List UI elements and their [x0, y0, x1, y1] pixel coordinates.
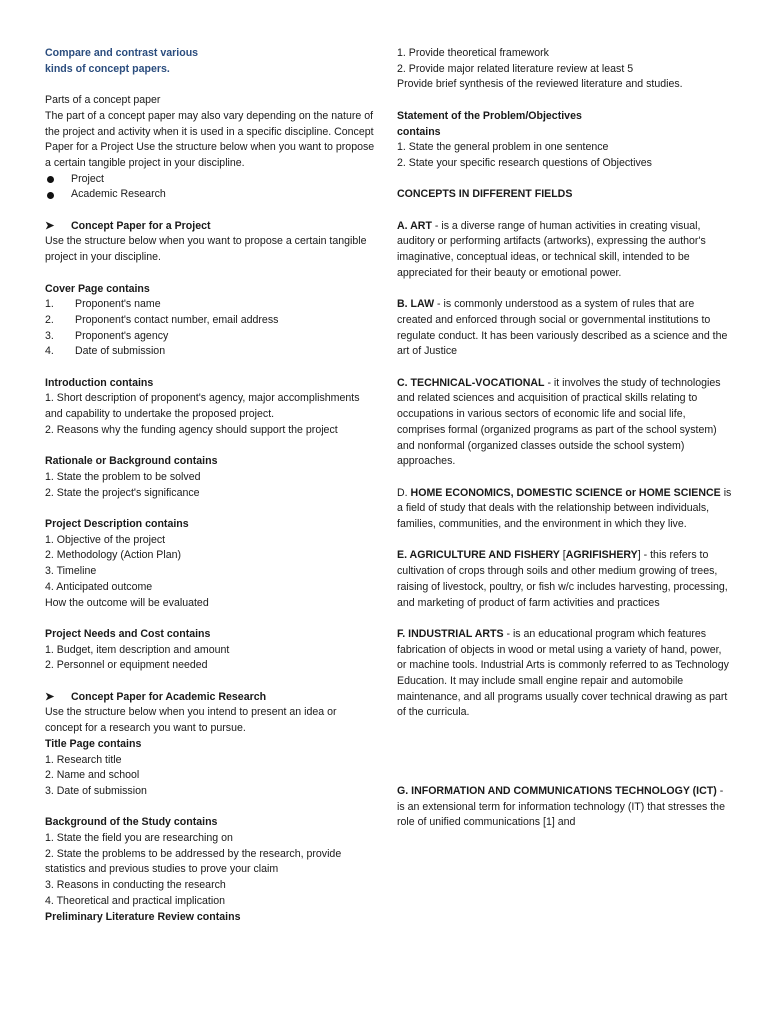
bullet-dot-icon — [47, 176, 54, 183]
bullet-dot-icon — [47, 192, 54, 199]
list-item: 4. Theoretical and practical implication — [45, 894, 225, 907]
list-item: 4. Anticipated outcome — [45, 580, 153, 593]
project-heading: ➤ Concept Paper for a Project — [45, 219, 375, 235]
list-item: 3. Timeline — [45, 565, 97, 578]
list-item: How the outcome will be evaluated — [45, 596, 209, 609]
intro-heading: Introduction contains — [45, 376, 154, 389]
project-text: Use the structure below when you want to propose a certain tangible project in your discipline. — [45, 235, 367, 264]
list-item: 2. Reasons why the funding agency should support the project — [45, 423, 338, 436]
list-item: 1. State the field you are researching on — [45, 832, 233, 845]
list-item: 3. Date of submission — [45, 784, 147, 797]
list-item: 2. State the problems to be addressed by the research, provide statistics and previous studies to prove your claim — [45, 847, 342, 876]
right-column — [397, 46, 732, 831]
list-item: 2. Provide major related literature review at least 5 — [397, 62, 634, 75]
list-item: 2. Personnel or equipment needed — [45, 659, 208, 672]
field-industrial-arts: F. INDUSTRIAL ARTS - is an educational program which features fabrication of objects in wood or metal using a variety of hand, power, or machine tools. Industrial Arts is commonly referred to as Technology Education. It may include small engine repair and automobile maintenance, and all programs usually cover technical drawing as part of the curricula. — [397, 627, 729, 719]
list-item: 2. State your specific research questions of Objectives — [397, 156, 652, 169]
field-technical-vocational: C. TECHNICAL-VOCATIONAL - it involves the study of technologies and related sciences and acquisition of practical skills relating to occupations in various sectors of economic life and social life, comprises formal (organized programs as part of the school system) and nonformal (organized classes outside the school system) approaches. — [397, 376, 721, 468]
research-heading: ➤ Concept Paper for Academic Research — [45, 690, 375, 706]
list-item: 1. Provide theoretical framework — [397, 47, 549, 59]
prelim-heading: Preliminary Literature Review contains — [45, 910, 241, 923]
list-item: 2. Proponent's contact number, email address — [45, 313, 279, 326]
list-item: 1. Short description of proponent's agency, major accomplishments and capability to undertake the proposed project. — [45, 392, 360, 421]
bullet-item: Project — [45, 172, 375, 188]
parts-heading: Parts of a concept paper — [45, 94, 161, 107]
list-item: 2. Methodology (Action Plan) — [45, 549, 182, 562]
list-item: 3. Proponent's agency — [45, 329, 169, 342]
list-item: 2. State the project's significance — [45, 486, 200, 499]
field-ict: G. INFORMATION AND COMMUNICATIONS TECHNOLOGY (ICT) - is an extensional term for information technology (IT) that stresses the role of unified communications [1] and — [397, 784, 725, 829]
arrow-bullet-icon: ➤ — [45, 690, 55, 703]
field-home-economics: D. HOME ECONOMICS, DOMESTIC SCIENCE or HOME SCIENCE is a field of study that deals with the relationship between individuals, families, communities, and the environment in which they live. — [397, 486, 732, 530]
titlepage-heading: Title Page contains — [45, 737, 142, 750]
list-item: 1. Research title — [45, 753, 122, 766]
description-heading: Project Description contains — [45, 518, 189, 530]
list-item: 3. Reasons in conducting the research — [45, 879, 226, 892]
field-law: B. LAW - is commonly understood as a system of rules that are created and enforced through social or governmental institutions to regulate conduct. It has been variously described as a science and the art of Justice — [397, 298, 728, 358]
cover-heading: Cover Page contains — [45, 282, 150, 295]
list-item: 1. State the problem to be solved — [45, 470, 201, 483]
list-item: 1. State the general problem in one sentence — [397, 141, 609, 154]
list-item: 1. Proponent's name — [45, 298, 161, 311]
list-item: 1. Budget, item description and amount — [45, 643, 230, 656]
rationale-heading: Rationale or Background contains — [45, 455, 218, 468]
field-art: A. ART - is a diverse range of human activities in creating visual, auditory or performing artifacts (artworks), expressing the author's imaginative, conceptual ideas, or technical skill, intended to be appreciated for their beauty or emotional power. — [397, 219, 706, 279]
list-item: 2. Name and school — [45, 769, 140, 782]
left-column — [45, 46, 375, 925]
list-item: 1. Objective of the project — [45, 533, 166, 546]
page-title: Compare and contrast various kinds of concept papers. — [45, 47, 199, 75]
parts-text: The part of a concept paper may also vary depending on the nature of the project and activity when it is used in a specific discipline. Concept Paper for a Project Use the structure below when you want to propose a certain tangible project in your discipline. — [45, 109, 375, 169]
list-item: 4. Date of submission — [45, 345, 166, 358]
list-item: Provide brief synthesis of the reviewed literature and studies. — [397, 78, 683, 91]
needs-heading: Project Needs and Cost contains — [45, 627, 211, 640]
concepts-heading: CONCEPTS IN DIFFERENT FIELDS — [397, 188, 573, 201]
arrow-bullet-icon: ➤ — [45, 219, 55, 232]
research-text: Use the structure below when you intend to present an idea or concept for a research you want to pursue. — [45, 706, 337, 735]
bullet-item: Academic Research — [45, 187, 375, 203]
statement-heading: Statement of the Problem/Objectives contains — [397, 109, 582, 138]
field-agriculture: E. AGRICULTURE AND FISHERY [AGRIFISHERY] - this refers to cultivation of crops through soils and other medium growing of trees, raising of livestock, poultry, or fish w/c includes harvesting, processing, and marketing of product of farm activities and practices — [397, 549, 728, 609]
background-heading: Background of the Study contains — [45, 816, 218, 829]
